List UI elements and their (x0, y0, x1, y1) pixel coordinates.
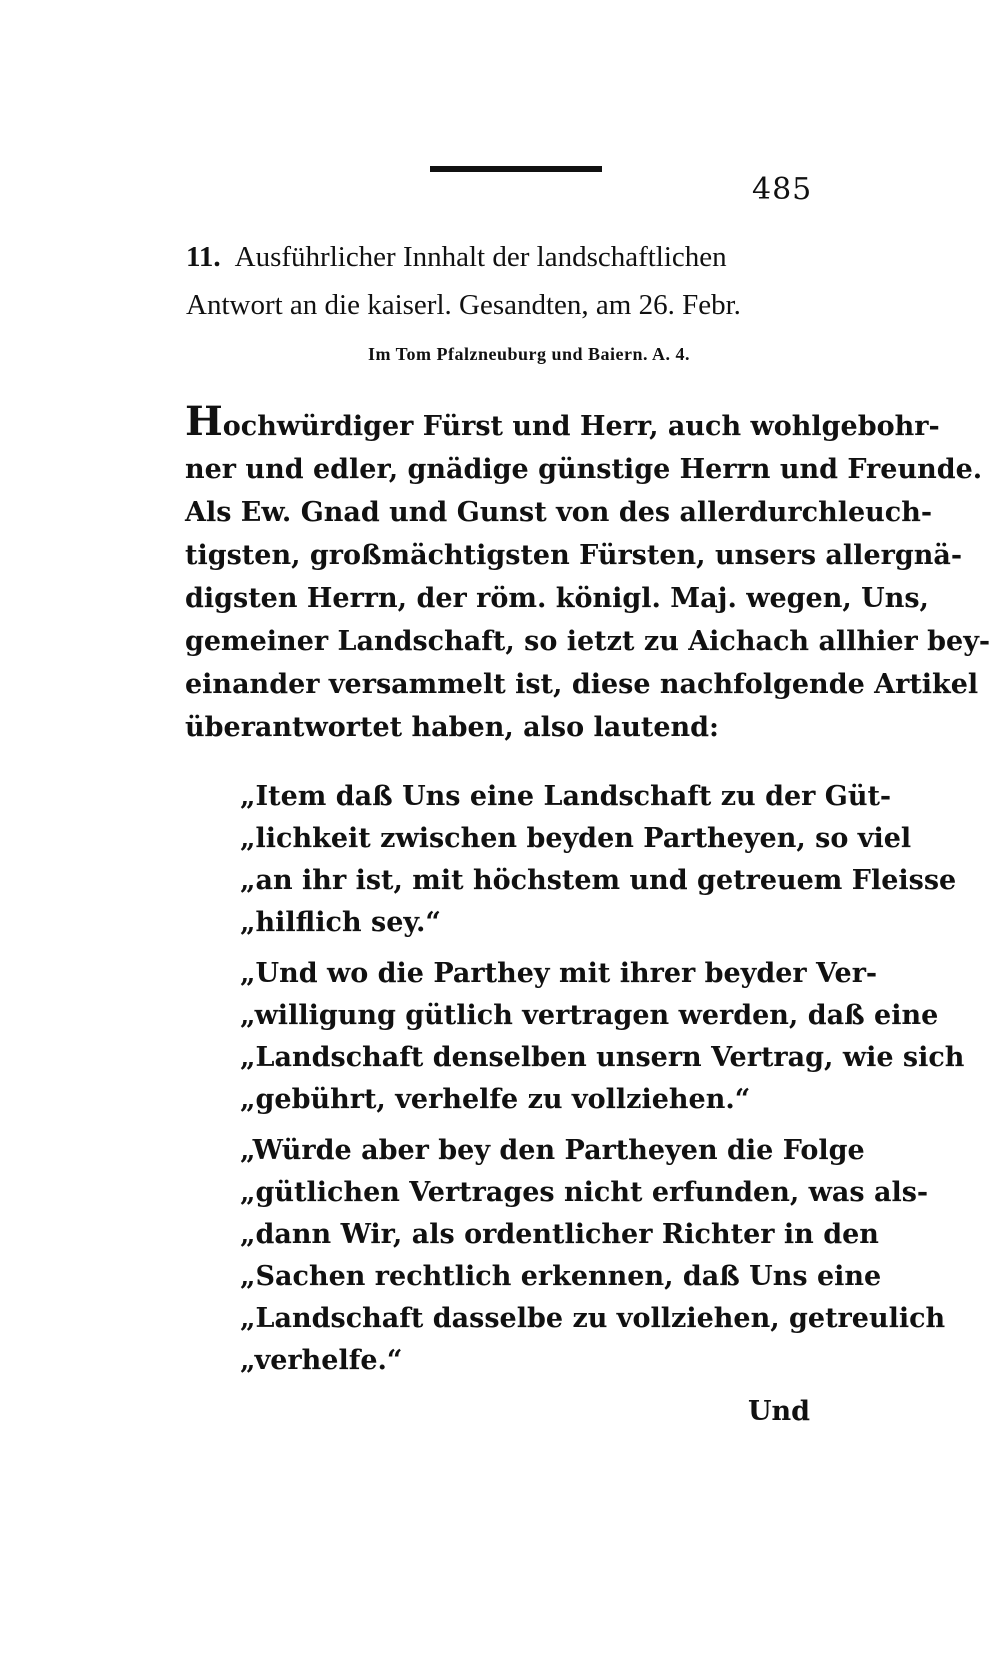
body-line: gemeiner Landschaft, so ietzt zu Aichach allhier bey- (185, 626, 991, 657)
quote-line: „Und wo die Parthey mit ihrer beyder Ver- (240, 958, 878, 989)
quoted-article-2 (240, 953, 965, 1121)
body-line: ner und edler, gnädige günstige Herrn und Freunde. (185, 454, 983, 485)
quote-line: „verhelfe.“ (240, 1345, 403, 1376)
heading-line-1 (186, 233, 836, 281)
body-line: überantwortet haben, also lautend: (185, 712, 719, 743)
heading-line-2: Antwort an die kaiserl. Gesandten, am 26. Febr. (186, 289, 741, 321)
heading-title-1: Ausführlicher Innhalt der landschaftlichen (234, 241, 727, 273)
quoted-article-1 (240, 776, 957, 944)
quote-line: „hilflich sey.“ (240, 907, 441, 938)
quote-line: „Würde aber bey den Partheyen die Folge (240, 1135, 865, 1166)
section-heading (186, 233, 836, 329)
body-line: tigsten, großmächtigsten Fürsten, unsers allergnä- (185, 540, 963, 571)
quote-line: „gütlichen Vertrages nicht erfunden, was als- (240, 1177, 929, 1208)
body-line: einander versammelt ist, diese nachfolgende Artikel (185, 669, 979, 700)
quoted-article-3 (240, 1130, 946, 1382)
quote-line: „Landschaft denselben unsern Vertrag, wie sich (240, 1042, 965, 1073)
header-rule (430, 166, 602, 172)
quote-line: „Landschaft dasselbe zu vollziehen, getreulich (240, 1303, 946, 1334)
body-line: digsten Herrn, der röm. königl. Maj. wegen, Uns, (185, 583, 929, 614)
quote-line: „willigung gütlich vertragen werden, daß eine (240, 1000, 939, 1031)
source-note: Im Tom Pfalzneuburg und Baiern. A. 4. (368, 344, 691, 364)
quote-line: „Item daß Uns eine Landschaft zu der Güt- (240, 781, 892, 812)
quote-line: „an ihr ist, mit höchstem und getreuem Fleisse (240, 865, 957, 896)
body-line: Hochwürdiger Fürst und Herr, auch wohlgebohr- (185, 398, 940, 445)
drop-capital: H (185, 398, 223, 445)
quote-line: „dann Wir, als ordentlicher Richter in den (240, 1219, 879, 1250)
body-line: Als Ew. Gnad und Gunst von des allerdurchleuch- (185, 497, 933, 528)
page-number: 485 (752, 172, 813, 207)
catchword: Und (748, 1396, 811, 1427)
quote-line: „gebührt, verhelfe zu vollziehen.“ (240, 1084, 751, 1115)
quote-line: „lichkeit zwischen beyden Partheyen, so viel (240, 823, 912, 854)
body-paragraph (185, 398, 991, 749)
section-number: 11. (186, 241, 221, 273)
quote-line: „Sachen rechtlich erkennen, daß Uns eine (240, 1261, 882, 1292)
